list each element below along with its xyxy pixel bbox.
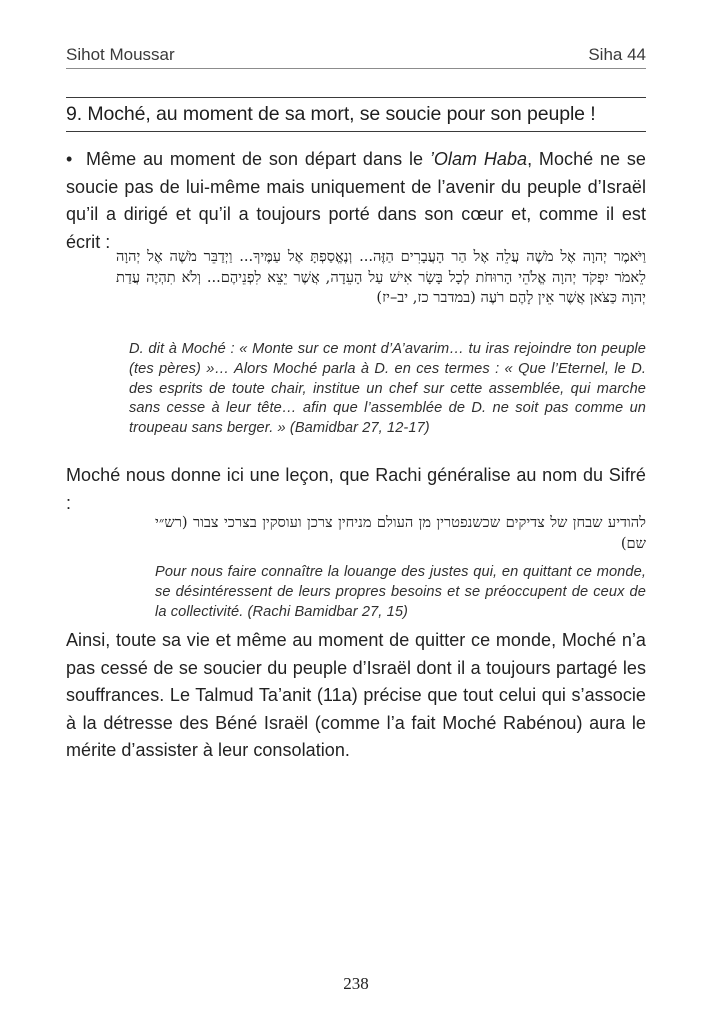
translation-rachi: Pour nous faire connaître la louange des justes qui, en quittant ce monde, se désintéressent de leurs propres besoins et se préoccupent de ceux de la collectivité. (Rachi Bamidbar 27, 15) (155, 564, 646, 620)
paragraph-intro (66, 146, 646, 256)
running-header (66, 44, 646, 69)
section-title: 9. Moché, au moment de sa mort, se soucie pour son peuple ! (66, 97, 646, 132)
paragraph-rachi-intro: Moché nous donne ici une leçon, que Rachi généralise au nom du Sifré : (66, 465, 646, 513)
page-number: 238 (343, 974, 369, 993)
book-title: Sihot Moussar (66, 45, 175, 64)
chapter-label: Siha 44 (588, 45, 646, 64)
paragraph-text: , Moché ne se soucie pas de lui-même mais uniquement de l’avenir du peuple d’Israël qu’il a dirigé et qu’il a toujours porté dans son cœur et, comme il est écrit : (66, 149, 646, 252)
paragraph-conclusion: Ainsi, toute sa vie et même au moment de quitter ce monde, Moché n’a pas cessé de se soucier du peuple d’Israël dont il a toujours partagé les souffrances. Le Talmud Ta’anit (11a) précise que tout celui qui s’associe à la détresse des Béné Israël (comme l’a fait Moché Rabénou) aura le mérite d’assister à leur consolation. (66, 630, 646, 760)
translation-bamidbar: D. dit à Moché : « Monte sur ce mont d’A’avarim… tu iras rejoindre ton peuple (tes pères) »… Alors Moché parla à D. en ces termes : « Que l’Eternel, le D. des esprits de toute chair, institue un chef sur cette assemblée, qui marche sans cesse à leur tête… afin que l’assemblée de D. ne soit pas comme un troupeau sans berger. » (Bamidbar 27, 12-17) (129, 341, 646, 437)
emphasis-term: ’Olam Haba (429, 149, 528, 169)
hebrew-quote-bamidbar: וַיֹּאמֶר יְהוָה אֶל מֹשֶׁה עֲלֵה אֶל הַר הָעֲבָרִים הַזֶּה... וְנֶאֱסַפְתָּ אֶל עַמֶּיךָ... וַיְדַבֵּר מֹשֶׁה אֶל יְהוָה לֵאמֹר יִפְקֹד יְהוָה אֱלֹהֵי הָרוּחֹת לְכָל בָּשָׂר אִישׁ עַל הָעֵדָה, אֲשֶׁר יֵצֵא לִפְנֵיהֶם... וְלֹא תִהְיֶה עֲדַת יְהוָה כַּצֹּאן אֲשֶׁר אֵין לָהֶם רֹעֶה (במדבר כז, יב–יז) (116, 248, 646, 306)
hebrew-quote-rachi: להודיע שבחן של צדיקים שכשנפטרין מן העולם מניחין צרכן ועוסקין בצרכי צבור (רש״י שם) (155, 514, 646, 552)
bullet-icon: • (66, 149, 73, 169)
paragraph-text: Même au moment de son départ dans le (86, 149, 430, 169)
